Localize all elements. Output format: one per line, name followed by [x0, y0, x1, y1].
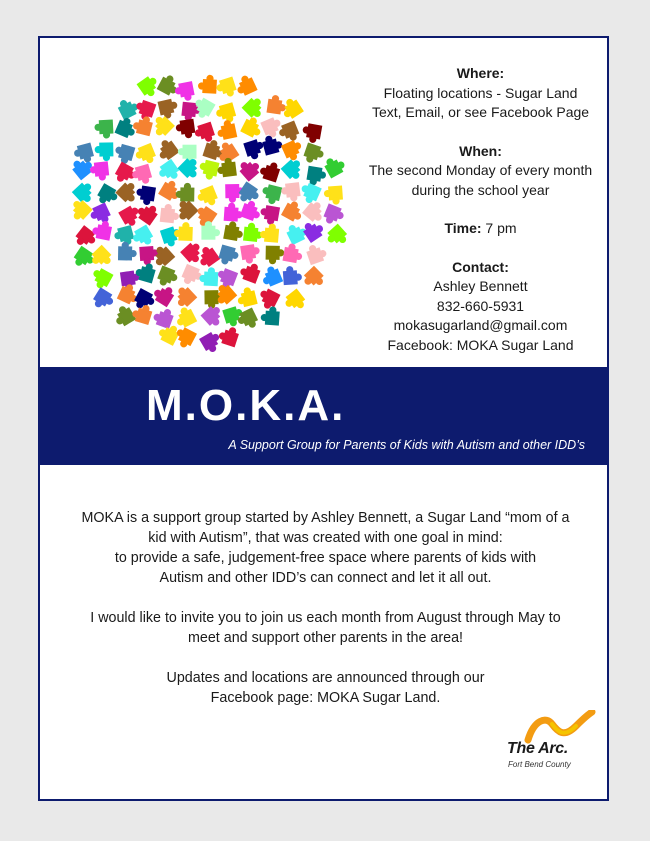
- puzzle-piece: [224, 202, 244, 222]
- page-subtitle: A Support Group for Parents of Kids with Autism and other IDD’s: [228, 438, 585, 452]
- puzzle-piece: [95, 183, 120, 208]
- contact-label: Contact:: [452, 258, 509, 275]
- contact-email[interactable]: mokasugarland@gmail.com: [393, 317, 568, 333]
- puzzle-piece: [176, 183, 195, 202]
- flyer: [38, 36, 609, 801]
- puzzle-piece: [215, 76, 238, 99]
- p1-line-4: Autism and other IDD’s can connect and let it all out.: [159, 570, 492, 586]
- p1-line-2: kid with Autism”, that was created with one goal in mind:: [148, 530, 503, 546]
- page-title: M.O.K.A.: [146, 381, 346, 430]
- puzzle-piece: [130, 164, 153, 187]
- p1-line-1: MOKA is a support group started by Ashley Bennett, a Sugar Land “mom of a: [81, 510, 570, 526]
- p3-line-2: Facebook page: MOKA Sugar Land.: [210, 690, 441, 706]
- puzzle-piece: [149, 113, 175, 139]
- puzzle-piece: [283, 265, 303, 285]
- logo-brand-text: The Arc.: [507, 740, 569, 757]
- puzzle-piece: [255, 286, 280, 311]
- puzzle-piece: [259, 264, 283, 288]
- puzzle-piece: [302, 143, 326, 167]
- puzzle-pieces-circle-image: [54, 58, 354, 358]
- puzzle-piece: [197, 159, 219, 181]
- puzzle-piece: [95, 142, 114, 161]
- puzzle-piece: [174, 81, 196, 103]
- puzzle-piece: [237, 155, 263, 181]
- puzzle-piece: [118, 242, 137, 261]
- description-paragraph-3: [70, 668, 581, 708]
- puzzle-piece: [259, 223, 279, 243]
- time-value: 7 pm: [481, 220, 517, 236]
- puzzle-piece: [243, 222, 263, 242]
- puzzle-piece: [216, 157, 237, 178]
- puzzle-piece: [282, 242, 304, 264]
- puzzle-piece: [258, 159, 281, 182]
- puzzle-piece: [88, 202, 113, 227]
- puzzle-piece: [91, 219, 113, 241]
- puzzle-piece: [158, 178, 184, 204]
- puzzle-piece: [260, 115, 284, 139]
- p2-line-2: meet and support other parents in the area!: [188, 630, 463, 646]
- puzzle-piece: [235, 286, 258, 309]
- puzzle-piece: [171, 284, 197, 310]
- time-row: [358, 219, 603, 239]
- when-line-1: The second Monday of every month: [368, 162, 593, 178]
- puzzle-piece: [260, 183, 283, 206]
- puzzle-piece: [322, 203, 346, 227]
- the-arc-logo: [506, 710, 601, 780]
- logo-subtitle: Fort Bend County: [508, 760, 571, 769]
- puzzle-piece: [301, 266, 327, 292]
- puzzle-piece: [130, 224, 155, 249]
- puzzle-piece: [240, 243, 261, 264]
- puzzle-piece: [281, 199, 306, 224]
- puzzle-piece: [260, 306, 280, 326]
- puzzle-piece: [195, 185, 219, 209]
- where-line-1: Floating locations - Sugar Land: [383, 84, 578, 101]
- when-line-2: during the school year: [411, 181, 550, 198]
- puzzle-piece: [155, 265, 179, 289]
- puzzle-piece: [297, 181, 322, 206]
- puzzle-piece: [277, 120, 301, 144]
- description-paragraph-1: [70, 508, 581, 588]
- p2-line-1: I would like to invite you to join us each month from August through May to: [90, 610, 561, 626]
- puzzle-piece: [217, 324, 240, 347]
- puzzle-piece: [192, 203, 218, 229]
- event-info: [358, 64, 603, 355]
- puzzle-piece: [280, 182, 301, 203]
- puzzle-piece: [88, 266, 113, 291]
- puzzle-piece: [223, 220, 245, 242]
- p3-line-1: Updates and locations are announced through our: [166, 670, 485, 686]
- puzzle-piece: [160, 203, 180, 223]
- puzzle-piece: [111, 303, 137, 329]
- puzzle-piece: [215, 119, 237, 141]
- puzzle-piece: [282, 288, 308, 314]
- where-label: Where:: [456, 65, 505, 81]
- title-banner: [40, 367, 607, 465]
- arc-swoosh-icon: [506, 710, 601, 744]
- puzzle-piece: [324, 224, 350, 250]
- time-label: Time:: [444, 220, 482, 236]
- p1-line-3: to provide a safe, judgement-free space where parents of kids with: [114, 550, 537, 566]
- puzzle-piece: [172, 305, 197, 330]
- puzzle-piece: [217, 244, 240, 267]
- puzzle-piece: [112, 143, 135, 166]
- puzzle-piece: [198, 74, 218, 94]
- puzzle-piece: [91, 287, 117, 313]
- description: [70, 508, 581, 728]
- puzzle-piece: [265, 246, 284, 265]
- where-line-2: Text, Email, or see Facebook Page: [371, 104, 590, 120]
- puzzle-piece: [175, 119, 196, 140]
- puzzle-piece: [135, 185, 156, 206]
- puzzle-piece: [94, 120, 114, 140]
- contact-name: Ashley Bennett: [433, 278, 528, 294]
- puzzle-piece: [133, 143, 157, 167]
- contact-phone[interactable]: 832-660-5931: [436, 297, 525, 314]
- puzzle-piece: [240, 115, 265, 140]
- when-label: When:: [459, 142, 502, 159]
- puzzle-piece: [323, 186, 343, 206]
- puzzle-piece: [259, 204, 281, 226]
- contact-facebook[interactable]: Facebook: MOKA Sugar Land: [387, 336, 574, 353]
- puzzle-piece: [154, 137, 180, 163]
- puzzle-piece: [156, 159, 182, 185]
- puzzle-piece: [243, 138, 266, 161]
- puzzle-piece: [240, 199, 264, 223]
- puzzle-piece: [199, 267, 219, 287]
- puzzle-piece: [301, 122, 323, 144]
- puzzle-piece: [233, 73, 258, 98]
- puzzle-piece: [151, 305, 175, 329]
- puzzle-piece: [242, 95, 268, 121]
- puzzle-piece: [281, 156, 307, 182]
- puzzle-piece: [302, 199, 328, 225]
- description-paragraph-2: [70, 608, 581, 648]
- puzzle-piece: [158, 98, 180, 120]
- puzzle-piece: [281, 138, 306, 163]
- puzzle-piece: [305, 241, 329, 265]
- puzzle-piece: [89, 161, 109, 181]
